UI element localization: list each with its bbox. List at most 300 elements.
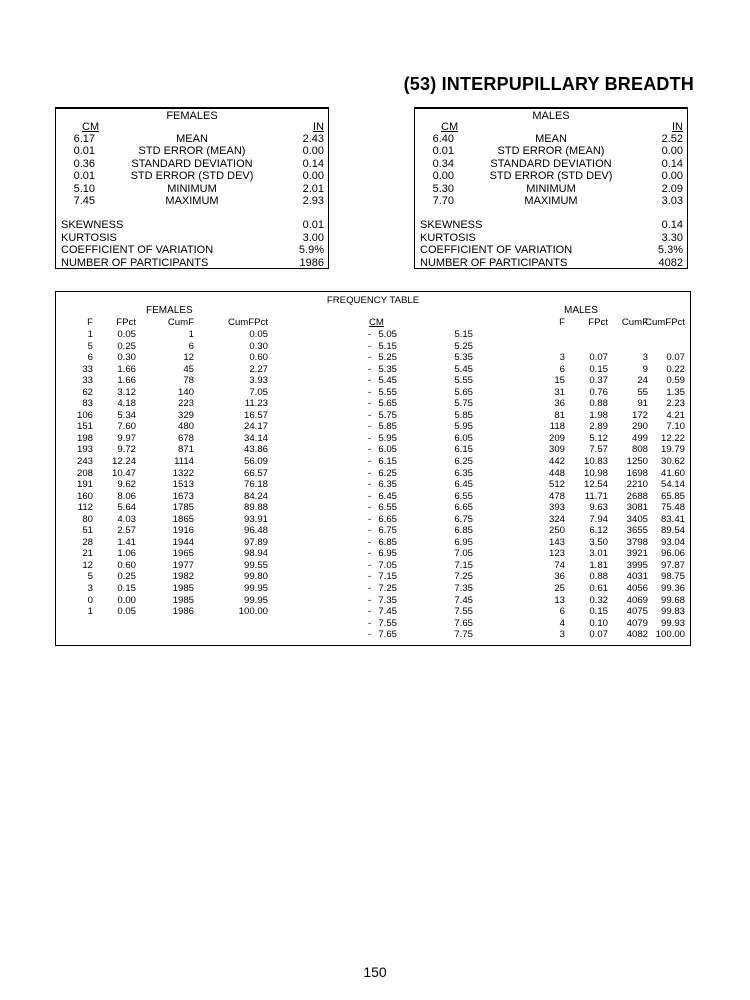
cm-high: 6.35: [454, 467, 473, 479]
male-f: 250: [548, 525, 565, 537]
cm-low: 5.45: [378, 375, 397, 387]
female-cumfpct: 7.05: [249, 386, 268, 398]
male-cumfpct: 96.06: [660, 548, 685, 560]
header-male-fpct: FPct: [588, 317, 608, 328]
cm-low: 7.55: [378, 617, 397, 629]
table-row: [56, 456, 690, 468]
male-f: 3: [559, 352, 565, 364]
female-cumf: 45: [183, 363, 194, 375]
female-cumfpct: 66.57: [243, 467, 268, 479]
male-f: 25: [554, 583, 565, 595]
cm-low: 5.25: [378, 352, 397, 364]
header-cumfpct: CumFPct: [228, 317, 268, 328]
cm-low: 6.15: [378, 456, 397, 468]
stat-label: STD ERROR (MEAN): [497, 145, 605, 158]
extra-stat-row: [415, 244, 687, 257]
header-cm: CM: [369, 317, 384, 328]
male-cumfpct: 30.62: [660, 456, 685, 468]
cm-dash: -: [368, 594, 372, 606]
male-f: 36: [554, 571, 565, 583]
table-row: [56, 341, 690, 353]
cm-dash: -: [368, 490, 372, 502]
male-f: 31: [554, 386, 565, 398]
male-fpct: 5.12: [589, 432, 608, 444]
cm-high: 6.95: [454, 536, 473, 548]
male-cumf: 3081: [626, 502, 648, 514]
male-f: 3: [559, 629, 565, 641]
male-cumfpct: 65.85: [660, 490, 685, 502]
stat-row: [56, 183, 328, 195]
extra-stat-row: [56, 232, 328, 245]
female-cumfpct: 56.09: [243, 456, 268, 468]
female-cumf: 678: [177, 432, 194, 444]
male-cumf: 9: [642, 363, 648, 375]
male-cumfpct: 89.54: [660, 525, 685, 537]
female-cumf: 871: [177, 444, 194, 456]
male-fpct: 0.07: [589, 352, 608, 364]
cm-high: 5.55: [454, 375, 473, 387]
female-f: 198: [76, 432, 93, 444]
male-fpct: 0.88: [589, 571, 608, 583]
cm-high: 6.85: [454, 525, 473, 537]
female-fpct: 4.03: [117, 513, 136, 525]
female-cumf: 1986: [172, 606, 194, 618]
female-fpct: 7.60: [117, 421, 136, 433]
female-cumf: 1673: [172, 490, 194, 502]
male-cumf: 4031: [626, 571, 648, 583]
stat-label: MAXIMUM: [165, 194, 219, 207]
header-male-f: F: [559, 317, 565, 328]
female-f: 5: [87, 571, 93, 583]
female-fpct: 2.57: [117, 525, 136, 537]
stat-label: STANDARD DEVIATION: [490, 157, 612, 170]
male-fpct: 7.94: [589, 513, 608, 525]
female-cumf: 223: [177, 398, 194, 410]
male-fpct: 3.50: [589, 536, 608, 548]
stat-label: STD ERROR (STD DEV): [130, 170, 254, 183]
females-heading: FEMALES: [166, 110, 218, 122]
extra-stat-label: NUMBER OF PARTICIPANTS: [420, 256, 568, 269]
cm-dash: -: [368, 375, 372, 387]
male-f: 512: [548, 479, 565, 491]
male-fpct: 7.57: [589, 444, 608, 456]
female-cumfpct: 0.60: [249, 352, 268, 364]
female-cumfpct: 97.89: [243, 536, 268, 548]
female-cumfpct: 89.88: [243, 502, 268, 514]
female-fpct: 1.41: [117, 536, 136, 548]
female-cumf: 12: [183, 352, 194, 364]
female-f: 243: [76, 456, 93, 468]
cm-low: 6.55: [378, 502, 397, 514]
female-cumfpct: 3.93: [249, 375, 268, 387]
female-cumf: 1916: [172, 525, 194, 537]
female-cumfpct: 11.23: [244, 398, 268, 410]
male-f: 6: [559, 363, 565, 375]
extra-stat-value: 5.9%: [298, 244, 324, 257]
female-f: 12: [82, 559, 93, 571]
male-f: 36: [554, 398, 565, 410]
cm-dash: -: [368, 536, 372, 548]
males-summary-box: [414, 107, 688, 269]
male-f: 478: [548, 490, 565, 502]
stat-row: [56, 170, 328, 182]
cm-high: 6.25: [454, 456, 473, 468]
females-summary-box: [55, 107, 329, 269]
female-f: 5: [87, 340, 93, 352]
female-cumf: 1: [188, 329, 194, 340]
female-fpct: 3.12: [117, 386, 136, 398]
male-fpct: 0.88: [589, 398, 608, 410]
table-row: [56, 595, 690, 607]
female-cumf: 1322: [172, 467, 194, 479]
cm-dash: -: [368, 352, 372, 364]
cm-high: 7.65: [454, 617, 473, 629]
male-fpct: 10.83: [583, 456, 608, 468]
stat-in: 2.93: [302, 194, 324, 207]
cm-high: 5.25: [454, 340, 473, 352]
cm-dash: -: [368, 409, 372, 421]
cm-low: 5.15: [378, 340, 397, 352]
cm-low: 5.85: [378, 421, 397, 433]
male-cumf: 3655: [626, 525, 648, 537]
stat-in: 0.14: [302, 157, 324, 170]
male-cumfpct: 2.23: [666, 398, 685, 410]
cm-low: 5.65: [378, 398, 397, 410]
extra-stat-label: COEFFICIENT OF VARIATION: [420, 244, 573, 257]
cm-low: 6.05: [378, 444, 397, 456]
cm-dash: -: [368, 559, 372, 571]
cm-low: 7.45: [378, 606, 397, 618]
page-number: 150: [363, 964, 387, 980]
female-f: 51: [82, 525, 93, 537]
cm-high: 7.55: [454, 606, 473, 618]
female-f: 0: [87, 594, 93, 606]
cm-low: 5.75: [378, 409, 397, 421]
extra-stat-value: 3.30: [661, 231, 683, 244]
cm-low: 5.05: [378, 329, 397, 340]
table-row: [56, 387, 690, 399]
male-cumfpct: 41.60: [660, 467, 685, 479]
male-cumf: 4069: [626, 594, 648, 606]
male-cumfpct: 98.75: [660, 571, 685, 583]
cm-low: 5.55: [378, 386, 397, 398]
males-heading: MALES: [532, 110, 570, 122]
male-cumf: 3921: [626, 548, 648, 560]
female-cumfpct: 16.57: [243, 409, 268, 421]
stat-cm: 6.40: [432, 133, 454, 145]
cm-low: 7.15: [378, 571, 397, 583]
header-male-cumf: CumF: [621, 317, 648, 328]
cm-dash: -: [368, 386, 372, 398]
female-fpct: 12.24: [111, 456, 136, 468]
table-row: [56, 364, 690, 376]
cm-dash: -: [368, 617, 372, 629]
female-cumfpct: 2.27: [249, 363, 268, 375]
male-cumf: 55: [637, 386, 648, 398]
stat-row: [415, 133, 687, 145]
female-fpct: 1.66: [117, 375, 136, 387]
table-row: [56, 433, 690, 445]
stat-row: [415, 145, 687, 157]
stat-label: MAXIMUM: [524, 194, 578, 207]
cm-high: 7.35: [454, 583, 473, 595]
table-row: [56, 375, 690, 387]
female-fpct: 0.25: [117, 340, 136, 352]
male-cumf: 2688: [626, 490, 648, 502]
stat-cm: 5.10: [73, 182, 95, 195]
female-cumfpct: 76.18: [243, 479, 268, 491]
male-cumfpct: 100.00: [655, 629, 685, 641]
female-f: 83: [82, 398, 93, 410]
male-f: 209: [548, 432, 565, 444]
cm-dash: -: [368, 548, 372, 560]
male-fpct: 0.37: [589, 375, 608, 387]
male-cumfpct: 0.22: [666, 363, 685, 375]
table-row: [56, 479, 690, 491]
table-row: [56, 606, 690, 618]
male-cumfpct: 1.35: [666, 386, 685, 398]
male-f: 143: [548, 536, 565, 548]
female-cumfpct: 0.05: [249, 329, 268, 340]
cm-high: 5.15: [454, 329, 473, 340]
male-cumf: 1698: [626, 467, 648, 479]
extra-stat-label: NUMBER OF PARTICIPANTS: [61, 256, 209, 269]
cm-dash: -: [368, 479, 372, 491]
male-cumfpct: 99.83: [660, 606, 685, 618]
extra-stat-label: KURTOSIS: [420, 231, 476, 244]
frequency-table: [55, 291, 691, 646]
female-f: 6: [87, 352, 93, 364]
male-cumfpct: 19.79: [660, 444, 685, 456]
extra-stat-row: [56, 244, 328, 257]
female-fpct: 0.30: [117, 352, 136, 364]
male-fpct: 6.12: [589, 525, 608, 537]
extra-stat-label: SKEWNESS: [61, 219, 124, 231]
female-fpct: 0.00: [117, 594, 136, 606]
table-row: [56, 491, 690, 503]
females-stats: [56, 133, 328, 207]
stat-row: [415, 158, 687, 170]
stat-label: STD ERROR (STD DEV): [489, 170, 613, 183]
female-cumfpct: 24.17: [243, 421, 268, 433]
male-cumfpct: 97.87: [660, 559, 685, 571]
female-cumf: 6: [188, 340, 194, 352]
female-fpct: 1.06: [117, 548, 136, 560]
cm-column-label: CM: [441, 121, 459, 133]
female-cumfpct: 99.95: [243, 594, 268, 606]
frequency-table-title: FREQUENCY TABLE: [326, 295, 420, 306]
female-cumf: 78: [183, 375, 194, 387]
table-row: [56, 421, 690, 433]
male-fpct: 0.10: [589, 617, 608, 629]
female-cumfpct: 99.55: [243, 559, 268, 571]
cm-high: 6.55: [454, 490, 473, 502]
stat-label: MINIMUM: [526, 182, 576, 195]
cm-dash: -: [368, 629, 372, 641]
male-fpct: 0.76: [589, 386, 608, 398]
female-f: 21: [82, 548, 93, 560]
male-cumfpct: 99.93: [660, 617, 685, 629]
cm-dash: -: [368, 467, 372, 479]
male-cumf: 172: [631, 409, 648, 421]
male-cumfpct: 99.68: [660, 594, 685, 606]
cm-dash: -: [368, 583, 372, 595]
table-row: [56, 329, 690, 341]
cm-low: 7.35: [378, 594, 397, 606]
male-cumf: 3405: [626, 513, 648, 525]
stat-label: STD ERROR (MEAN): [138, 145, 246, 158]
header-f: F: [87, 317, 93, 328]
cm-high: 7.05: [454, 548, 473, 560]
stat-in: 0.00: [302, 170, 324, 183]
stat-cm: 6.17: [73, 133, 95, 145]
stat-cm: 0.00: [432, 170, 454, 183]
stat-label: MINIMUM: [167, 182, 217, 195]
header-fpct: FPct: [116, 317, 136, 328]
stat-row: [56, 158, 328, 170]
male-f: 309: [548, 444, 565, 456]
stat-cm: 0.36: [73, 157, 95, 170]
female-cumf: 1977: [172, 559, 194, 571]
cm-dash: -: [368, 571, 372, 583]
female-cumfpct: 0.30: [249, 340, 268, 352]
stat-cm: 0.01: [73, 145, 95, 158]
male-cumfpct: 99.36: [660, 583, 685, 595]
cm-column-label: CM: [82, 121, 100, 133]
stat-row: [56, 133, 328, 145]
female-fpct: 9.97: [117, 432, 136, 444]
female-f: 1: [87, 329, 93, 340]
cm-high: 7.25: [454, 571, 473, 583]
male-fpct: 0.32: [589, 594, 608, 606]
stat-cm: 7.70: [432, 194, 454, 207]
male-cumfpct: 93.04: [660, 536, 685, 548]
stat-label: STANDARD DEVIATION: [131, 157, 253, 170]
cm-low: 5.35: [378, 363, 397, 375]
extra-stat-row: [415, 219, 687, 232]
cm-high: 5.75: [454, 398, 473, 410]
cm-low: 6.45: [378, 490, 397, 502]
male-fpct: 0.15: [589, 363, 608, 375]
male-f: 74: [554, 559, 565, 571]
male-fpct: 11.71: [584, 490, 608, 502]
male-cumf: 2210: [626, 479, 648, 491]
extra-stat-value: 0.01: [302, 219, 324, 231]
male-cumf: 4082: [626, 629, 648, 641]
male-cumfpct: 7.10: [666, 421, 685, 433]
cm-dash: -: [368, 444, 372, 456]
male-cumfpct: 83.41: [660, 513, 685, 525]
stat-label: MEAN: [535, 133, 567, 145]
cm-dash: -: [368, 363, 372, 375]
female-cumfpct: 99.95: [243, 583, 268, 595]
stat-in: 0.00: [661, 170, 683, 183]
female-f: 208: [76, 467, 93, 479]
female-cumf: 1982: [172, 571, 194, 583]
male-cumfpct: 75.48: [660, 502, 685, 514]
male-fpct: 3.01: [589, 548, 608, 560]
frequency-table-body: [56, 329, 690, 641]
female-cumf: 1785: [172, 502, 194, 514]
page-title: (53) INTERPUPILLARY BREADTH: [403, 74, 694, 94]
male-cumfpct: 4.21: [666, 409, 685, 421]
cm-low: 5.95: [378, 432, 397, 444]
male-cumf: 808: [631, 444, 648, 456]
males-column-group: MALES: [564, 305, 598, 316]
cm-dash: -: [368, 456, 372, 468]
male-cumf: 3: [642, 352, 648, 364]
header-cumf: CumF: [167, 317, 194, 328]
cm-low: 6.85: [378, 536, 397, 548]
cm-high: 7.15: [454, 559, 473, 571]
header-male-cumfpct: CumFPct: [645, 317, 685, 328]
cm-dash: -: [368, 432, 372, 444]
female-fpct: 10.47: [111, 467, 136, 479]
male-cumf: 499: [631, 432, 648, 444]
stat-in: 0.00: [302, 145, 324, 158]
cm-low: 7.65: [378, 629, 397, 641]
female-fpct: 0.15: [117, 583, 136, 595]
stat-in: 2.52: [661, 133, 683, 145]
female-f: 33: [82, 375, 93, 387]
female-fpct: 5.64: [117, 502, 136, 514]
extra-stat-row: [415, 257, 687, 270]
stat-in: 3.03: [661, 194, 683, 207]
cm-low: 6.35: [378, 479, 397, 491]
female-f: 3: [87, 583, 93, 595]
male-cumf: 290: [631, 421, 648, 433]
cm-low: 6.25: [378, 467, 397, 479]
cm-high: 6.75: [454, 513, 473, 525]
female-f: 160: [76, 490, 93, 502]
female-f: 106: [76, 409, 93, 421]
extra-stat-row: [415, 232, 687, 245]
male-f: 448: [548, 467, 565, 479]
cm-high: 5.65: [454, 386, 473, 398]
female-cumf: 140: [177, 386, 194, 398]
stat-label: MEAN: [176, 133, 208, 145]
extra-stat-value: 4082: [658, 256, 683, 269]
male-cumf: 24: [637, 375, 648, 387]
cm-high: 6.65: [454, 502, 473, 514]
cm-low: 7.25: [378, 583, 397, 595]
female-cumfpct: 98.94: [243, 548, 268, 560]
female-f: 62: [82, 386, 93, 398]
female-cumf: 1965: [172, 548, 194, 560]
cm-dash: -: [368, 525, 372, 537]
female-cumfpct: 84.24: [243, 490, 268, 502]
male-cumf: 4056: [626, 583, 648, 595]
male-f: 81: [554, 409, 565, 421]
cm-high: 6.05: [454, 432, 473, 444]
stat-row: [415, 170, 687, 182]
frequency-table-header: [56, 317, 690, 329]
stat-in: 2.01: [302, 182, 324, 195]
cm-high: 6.15: [454, 444, 473, 456]
female-fpct: 1.66: [117, 363, 136, 375]
females-extra-stats: [56, 219, 328, 269]
males-extra-stats: [415, 219, 687, 269]
stat-in: 0.14: [661, 157, 683, 170]
extra-stat-row: [56, 219, 328, 232]
stat-cm: 7.45: [73, 194, 95, 207]
table-row: [56, 629, 690, 641]
female-cumf: 480: [177, 421, 194, 433]
male-cumfpct: 0.07: [666, 352, 685, 364]
table-row: [56, 583, 690, 595]
extra-stat-label: SKEWNESS: [420, 219, 483, 231]
table-row: [56, 537, 690, 549]
